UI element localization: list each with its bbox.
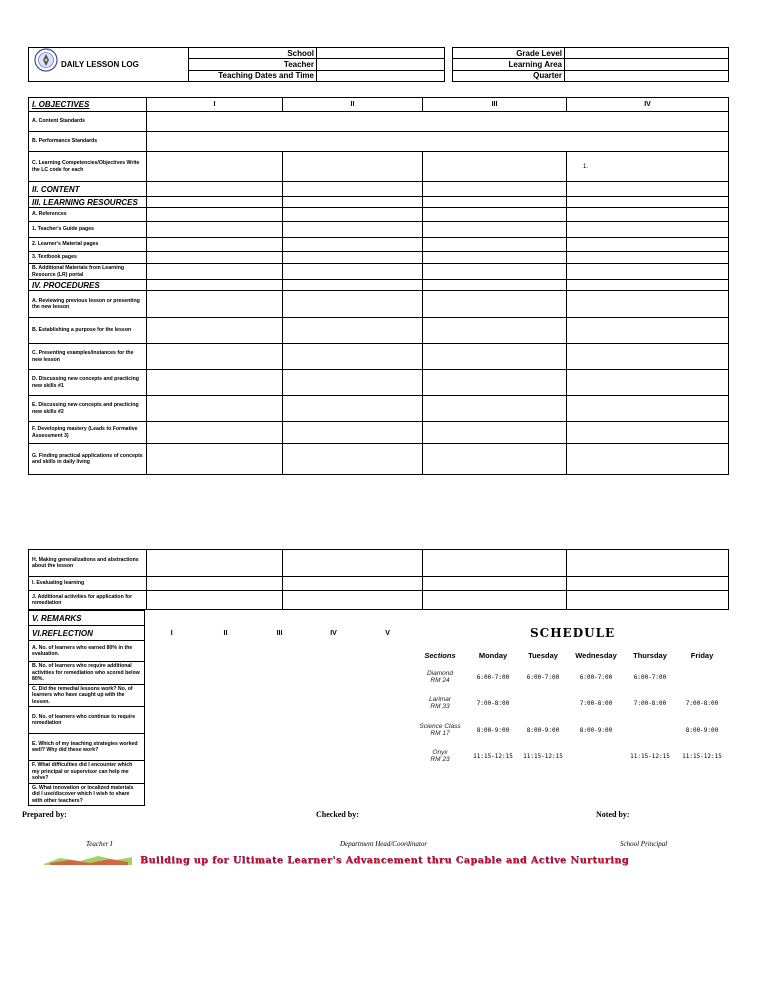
table-cell[interactable] [567, 396, 729, 422]
remarks-title: V. REMARKS [29, 611, 145, 626]
principal-role: School Principal [620, 840, 668, 848]
table-cell[interactable] [567, 238, 729, 252]
schedule-header: Wednesday [575, 650, 617, 660]
content-cell[interactable] [283, 182, 423, 197]
procedure-label: F. Developing mastery (Leads to Formative Assessment 3) [29, 422, 147, 444]
procedure-label: D. Discussing new concepts and practicing new skills #1 [29, 370, 147, 396]
table-cell[interactable] [283, 264, 423, 280]
table-cell[interactable] [423, 222, 567, 238]
table-cell[interactable] [283, 222, 423, 238]
day-col-1: I [147, 98, 283, 112]
table-cell[interactable] [423, 208, 567, 222]
header-table [28, 47, 729, 82]
teaching-dates-label: Teaching Dates and Time [189, 70, 317, 81]
day-col-2: II [283, 98, 423, 112]
evaluation-table [28, 549, 729, 610]
table-cell[interactable] [147, 550, 283, 577]
table-cell[interactable] [423, 370, 567, 396]
schedule-time [624, 717, 676, 743]
procedure-label: B. Establishing a purpose for the lesson [29, 318, 147, 344]
reflection-item: E. Which of my teaching strategies worked well? Why did these work? [29, 734, 145, 761]
table-cell[interactable] [283, 444, 423, 475]
additional-activities-label: J. Additional activities for application for remediation [29, 591, 147, 610]
schedule-time [568, 743, 624, 769]
table-cell[interactable] [283, 422, 423, 444]
table-cell[interactable] [423, 344, 567, 370]
table-cell[interactable] [423, 591, 567, 610]
schedule-time: 11:15-12:15 [630, 752, 670, 760]
school-value[interactable] [317, 48, 445, 59]
table-cell[interactable] [567, 422, 729, 444]
reflection-item: A. No. of learners who earned 80% in the evaluation. [29, 641, 145, 662]
resources-title: III. LEARNING RESOURCES [29, 197, 147, 208]
teacher-label: Teacher [189, 59, 317, 70]
learning-area-value[interactable] [565, 59, 729, 70]
schedule-time: 7:00-8:00 [579, 699, 613, 707]
reflection-item: B. No. of learners who require additional activities for remediation who scored below 80%. [29, 662, 145, 685]
quarter-value[interactable] [565, 70, 729, 81]
schedule-section: Larimar RM 33 [428, 696, 452, 710]
table-cell[interactable] [147, 222, 283, 238]
table-cell[interactable] [423, 577, 567, 591]
table-cell[interactable] [567, 591, 729, 610]
schedule-time: 6:00-7:00 [526, 673, 560, 681]
schedule-header: Friday [690, 650, 714, 660]
schedule-time: 8:00-9:00 [579, 726, 613, 734]
lesson-table [28, 97, 729, 475]
table-cell[interactable] [423, 396, 567, 422]
schedule-time: 8:00-9:00 [476, 726, 510, 734]
table-cell[interactable] [283, 208, 423, 222]
schedule-header: Monday [478, 650, 508, 660]
table-cell[interactable] [423, 252, 567, 264]
teaching-dates-value[interactable] [317, 70, 445, 81]
table-cell[interactable] [283, 318, 423, 344]
table-cell[interactable] [567, 208, 729, 222]
table-cell[interactable] [567, 264, 729, 280]
table-cell[interactable] [567, 577, 729, 591]
table-cell[interactable] [567, 291, 729, 318]
reflection-table [28, 610, 415, 806]
table-cell[interactable] [283, 577, 423, 591]
quarter-label: Quarter [453, 70, 565, 81]
procedure-label: G. Finding practical applications of concepts and skills in daily living [29, 444, 147, 475]
table-cell[interactable] [283, 370, 423, 396]
competency-cell[interactable] [283, 152, 423, 182]
schedule-header: Sections [424, 650, 456, 660]
teacher-role: Teacher I [86, 840, 113, 848]
table-cell[interactable] [283, 396, 423, 422]
day-col-3: III [423, 98, 567, 112]
table-cell[interactable] [567, 550, 729, 577]
table-cell[interactable] [147, 264, 283, 280]
coordinator-role: Department Head/Coordinator [340, 840, 428, 848]
table-cell[interactable] [283, 291, 423, 318]
schedule-time: 11:15-12:15 [473, 752, 513, 760]
table-cell[interactable] [423, 444, 567, 475]
additional-materials-label: B. Additional Materials from Learning Resource (LR) portal [29, 264, 147, 280]
procedure-label: A. Reviewing previous lesson or presenting the new lesson [29, 291, 147, 318]
schedule-time: 6:00-7:00 [579, 673, 613, 681]
table-cell[interactable] [147, 444, 283, 475]
schedule-time: 6:00-7:00 [476, 673, 510, 681]
content-cell[interactable] [423, 182, 567, 197]
table-cell[interactable] [567, 344, 729, 370]
procedure-label: C. Presenting examples/instances for the new lesson [29, 344, 147, 370]
schedule-title: SCHEDULE [530, 626, 616, 640]
reflection-title: VI.REFLECTION [29, 626, 145, 641]
table-cell[interactable] [283, 344, 423, 370]
table-cell[interactable] [283, 550, 423, 577]
school-motto: Building up for Ultimate Learner's Advancement thru Capable and Active Nurturing [140, 855, 629, 866]
table-cell[interactable] [423, 264, 567, 280]
teachers-guide-label: 1. Teacher's Guide pages [29, 222, 147, 238]
schedule-time: 6:00-7:00 [633, 673, 667, 681]
teacher-value[interactable] [317, 59, 445, 70]
table-cell[interactable] [147, 422, 283, 444]
content-title: II. CONTENT [29, 182, 147, 197]
table-cell[interactable] [147, 252, 283, 264]
competency-cell[interactable] [423, 152, 567, 182]
checked-by-label: Checked by: [316, 810, 359, 819]
school-label: School [189, 48, 317, 59]
noted-by-label: Noted by: [596, 810, 630, 819]
evaluating-label: I. Evaluating learning [29, 577, 147, 591]
content-cell[interactable] [567, 182, 729, 197]
table-cell[interactable] [567, 370, 729, 396]
procedure-label: E. Discussing new concepts and practicing new skills #2 [29, 396, 147, 422]
table-cell[interactable] [567, 222, 729, 238]
table-cell[interactable] [283, 238, 423, 252]
table-cell[interactable] [423, 238, 567, 252]
day-col-4: IV [567, 98, 729, 112]
schedule-table [412, 645, 728, 769]
schedule-section: Diamond RM 24 [426, 670, 453, 684]
content-cell[interactable] [147, 182, 283, 197]
grade-level-value[interactable] [565, 48, 729, 59]
performance-standards-value[interactable] [147, 132, 729, 152]
procedures-title: IV. PROCEDURES [29, 280, 147, 291]
table-cell[interactable] [147, 238, 283, 252]
learners-material-label: 2. Learner's Material pages [29, 238, 147, 252]
table-cell[interactable] [283, 591, 423, 610]
schedule-header: Thursday [633, 650, 667, 660]
table-cell[interactable] [567, 318, 729, 344]
table-cell[interactable] [147, 577, 283, 591]
log-title: DAILY LESSON LOG [29, 48, 189, 82]
table-cell[interactable] [423, 318, 567, 344]
reflection-col: II [223, 629, 228, 637]
reflection-item: D. No. of learners who continue to require remediation [29, 707, 145, 734]
schedule-time: 11:15-12:15 [523, 752, 563, 760]
schedule-section: Onyx RM 23 [430, 749, 450, 763]
schedule-time: 11:15-12:15 [682, 752, 722, 760]
learning-area-label: Learning Area [453, 59, 565, 70]
table-cell[interactable] [567, 252, 729, 264]
schedule-time: 7:00-8:00 [476, 699, 510, 707]
competency-number[interactable]: 1. [567, 152, 729, 182]
schedule-time: 8:00-9:00 [526, 726, 560, 734]
reflection-col: III [276, 629, 283, 637]
reflection-col: V [385, 629, 390, 637]
references-label: A. References [29, 208, 147, 222]
table-cell[interactable] [147, 396, 283, 422]
schedule-time: 8:00-9:00 [685, 726, 719, 734]
table-cell[interactable] [147, 591, 283, 610]
schedule-time: 7:00-8:00 [633, 699, 667, 707]
competencies-label: C. Learning Competencies/Objectives Write the LC code for each [29, 152, 147, 182]
objectives-title: I. OBJECTIVES [29, 98, 147, 112]
reflection-item: F. What difficulties did I encounter which my principal or supervisor can help me solve? [29, 761, 145, 784]
table-cell[interactable] [423, 422, 567, 444]
textbook-label: 3. Textbook pages [29, 252, 147, 264]
performance-standards-label: B. Performance Standards [29, 132, 147, 152]
table-cell[interactable] [283, 252, 423, 264]
reflection-col: IV [330, 629, 337, 637]
schedule-section: Science Class RM 17 [419, 723, 461, 737]
reflection-item: G. What innovation or localized materials did I use/discover which I wish to share with other teachers? [29, 783, 145, 806]
table-cell[interactable] [147, 318, 283, 344]
prepared-by-label: Prepared by: [22, 810, 67, 819]
table-cell[interactable] [147, 291, 283, 318]
content-standards-value[interactable] [147, 112, 729, 132]
table-cell[interactable] [567, 444, 729, 475]
table-cell[interactable] [423, 291, 567, 318]
table-cell[interactable] [147, 208, 283, 222]
schedule-time [518, 689, 568, 717]
schedule-time: 7:00-8:00 [685, 699, 719, 707]
reflection-item: C. Did the remedial lessons work? No. of learners who have caught up with the lesson. [29, 684, 145, 707]
table-cell[interactable] [423, 550, 567, 577]
map-logo-icon [40, 852, 136, 868]
content-standards-label: A. Content Standards [29, 112, 147, 132]
reflection-col: I [170, 629, 173, 637]
schedule-time [676, 665, 728, 689]
grade-level-label: Grade Level [453, 48, 565, 59]
competency-cell[interactable] [147, 152, 283, 182]
schedule-header: Tuesday [528, 650, 558, 660]
generalization-label: H. Making generalizations and abstractions about the lesson [29, 550, 147, 577]
table-cell[interactable] [147, 344, 283, 370]
table-cell[interactable] [147, 370, 283, 396]
